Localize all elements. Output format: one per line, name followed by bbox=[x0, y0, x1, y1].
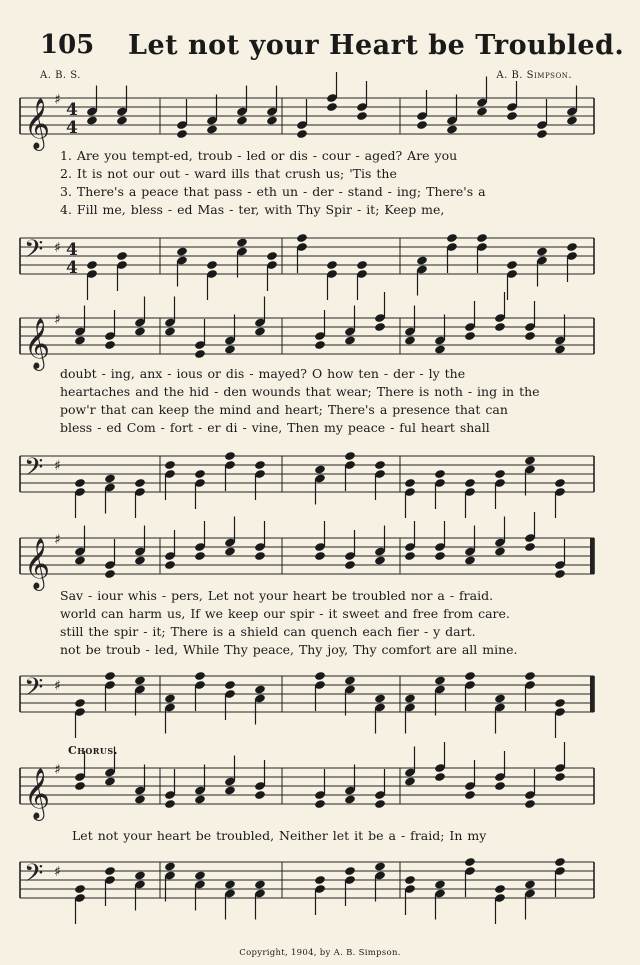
note-head bbox=[164, 560, 176, 570]
note-head bbox=[194, 551, 206, 561]
note-head bbox=[176, 129, 188, 139]
note-head bbox=[374, 693, 386, 703]
sharp-icon: ♯ bbox=[54, 864, 61, 880]
hymn-number: 105 bbox=[40, 30, 95, 60]
treble-clef-icon: 𝄞 bbox=[24, 98, 51, 149]
note-head bbox=[476, 106, 488, 116]
note-head bbox=[344, 866, 356, 876]
note-head bbox=[134, 675, 146, 685]
note-head bbox=[554, 478, 566, 488]
note-head bbox=[254, 684, 266, 694]
note-head bbox=[494, 693, 506, 703]
note-head bbox=[524, 455, 536, 465]
note-head bbox=[404, 551, 416, 561]
note-head bbox=[446, 233, 458, 243]
note-head bbox=[464, 671, 476, 681]
bass-clef-icon: 𝄢 bbox=[24, 453, 44, 488]
note-head bbox=[464, 331, 476, 341]
lyric-line: still the spir - it; There is a shield can quench each fier - y dart. bbox=[60, 624, 476, 639]
note-head bbox=[134, 326, 146, 336]
note-head bbox=[494, 884, 506, 894]
note-head bbox=[74, 555, 86, 565]
treble-clef-icon: 𝄞 bbox=[24, 768, 51, 819]
note-head bbox=[344, 560, 356, 570]
note-head bbox=[74, 781, 86, 791]
note-head bbox=[116, 251, 128, 261]
note-head bbox=[236, 237, 248, 247]
note-head bbox=[326, 260, 338, 270]
hymn-title: Let not your Heart be Troubled. bbox=[128, 30, 625, 61]
note-head bbox=[416, 255, 428, 265]
lyric-line: not be troub - led, While Thy peace, Thy joy, Thy comfort are all mine. bbox=[60, 642, 518, 657]
sharp-icon: ♯ bbox=[54, 762, 61, 778]
note-head bbox=[254, 460, 266, 470]
chorus-label: Chorus. bbox=[68, 744, 119, 757]
lyric-line: 1. Are you tempt-ed, troub - led or dis - cour - aged? Are you bbox=[60, 148, 458, 163]
note-head bbox=[134, 555, 146, 565]
note-head bbox=[554, 772, 566, 782]
note-head bbox=[374, 861, 386, 871]
treble-staff-system-4 bbox=[20, 758, 594, 819]
note-head bbox=[374, 555, 386, 565]
note-head bbox=[104, 866, 116, 876]
note-head bbox=[434, 772, 446, 782]
note-head bbox=[164, 326, 176, 336]
note-head bbox=[536, 129, 548, 139]
lyric-line: doubt - ing, anx - ious or dis - mayed? O how ten - der - ly the bbox=[60, 366, 466, 381]
lyric-line: Let not your heart be troubled, Neither let it be a - fraid; In my bbox=[72, 828, 487, 843]
lyric-line: 4. Fill me, bless - ed Mas - ter, with Thy Spir - it; Keep me, bbox=[60, 202, 445, 217]
bass-staff-system-4 bbox=[20, 852, 594, 916]
note-head bbox=[86, 115, 98, 125]
bass-clef-icon: 𝄢 bbox=[24, 235, 44, 270]
note-head bbox=[344, 675, 356, 685]
note-head bbox=[506, 111, 518, 121]
note-head bbox=[266, 115, 278, 125]
note-head bbox=[164, 799, 176, 809]
note-head bbox=[464, 555, 476, 565]
note-head bbox=[464, 857, 476, 867]
note-head bbox=[224, 680, 236, 690]
note-head bbox=[194, 671, 206, 681]
treble-clef-icon: 𝄞 bbox=[24, 318, 51, 369]
final-barline bbox=[590, 538, 594, 574]
lyric-line: heartaches and the hid - den wounds that wear; There is noth - ing in the bbox=[60, 384, 540, 399]
note-head bbox=[554, 569, 566, 579]
note-head bbox=[254, 879, 266, 889]
note-head bbox=[434, 879, 446, 889]
sharp-icon: ♯ bbox=[54, 312, 61, 328]
note-head bbox=[554, 344, 566, 354]
note-head bbox=[104, 473, 116, 483]
lyric-line: bless - ed Com - fort - er di - vine, Then my peace - ful heart shall bbox=[60, 420, 490, 435]
note-head bbox=[464, 478, 476, 488]
treble-staff-system-2 bbox=[20, 308, 594, 369]
bass-clef-icon: 𝄢 bbox=[24, 859, 44, 894]
note-head bbox=[134, 794, 146, 804]
note-head bbox=[194, 349, 206, 359]
note-head bbox=[416, 120, 428, 130]
copyright-footer: Copyright, 1904, by A. B. Simpson. bbox=[239, 948, 401, 958]
note-head bbox=[344, 451, 356, 461]
note-head bbox=[374, 799, 386, 809]
note-head bbox=[404, 776, 416, 786]
note-head bbox=[296, 233, 308, 243]
sharp-icon: ♯ bbox=[54, 532, 61, 548]
lyric-line: world can harm us, If we keep our spir - it sweet and free from care. bbox=[60, 606, 510, 621]
note-head bbox=[446, 124, 458, 134]
note-head bbox=[74, 335, 86, 345]
note-head bbox=[74, 478, 86, 488]
sharp-icon: ♯ bbox=[54, 678, 61, 694]
note-head bbox=[314, 799, 326, 809]
treble-clef-icon: 𝄞 bbox=[24, 538, 51, 589]
sharp-icon: ♯ bbox=[54, 240, 61, 256]
note-head bbox=[356, 260, 368, 270]
note-head bbox=[206, 260, 218, 270]
note-head bbox=[314, 340, 326, 350]
bass-staff-system-3 bbox=[20, 666, 594, 722]
lyric-line: 3. There's a peace that pass - eth un - der - stand - ing; There's a bbox=[60, 184, 486, 199]
bass-staff-system-1 bbox=[20, 228, 594, 284]
note-head bbox=[464, 790, 476, 800]
sharp-icon: ♯ bbox=[54, 458, 61, 474]
music-credit: A. B. Simpson. bbox=[496, 70, 572, 81]
note-head bbox=[374, 460, 386, 470]
note-head bbox=[236, 115, 248, 125]
bass-clef-icon: 𝄢 bbox=[24, 673, 44, 708]
note-head bbox=[476, 233, 488, 243]
note-head bbox=[224, 546, 236, 556]
note-head bbox=[506, 260, 518, 270]
note-head bbox=[434, 469, 446, 479]
note-head bbox=[434, 344, 446, 354]
final-barline bbox=[590, 676, 594, 712]
note-head bbox=[134, 870, 146, 880]
note-head bbox=[524, 671, 536, 681]
note-head bbox=[266, 251, 278, 261]
note-head bbox=[554, 857, 566, 867]
note-head bbox=[194, 794, 206, 804]
note-head bbox=[566, 115, 578, 125]
note-head bbox=[134, 478, 146, 488]
note-head bbox=[536, 246, 548, 256]
note-head bbox=[74, 698, 86, 708]
note-head bbox=[314, 875, 326, 885]
note-head bbox=[404, 693, 416, 703]
note-head bbox=[314, 551, 326, 561]
time-signature: 4 bbox=[66, 258, 78, 278]
note-head bbox=[326, 102, 338, 112]
note-head bbox=[224, 879, 236, 889]
bass-staff-system-2 bbox=[20, 446, 594, 502]
lyric-line: pow'r that can keep the mind and heart; There's a presence that can bbox=[60, 402, 508, 417]
note-head bbox=[104, 569, 116, 579]
note-head bbox=[524, 799, 536, 809]
words-credit: A. B. S. bbox=[40, 70, 81, 81]
note-head bbox=[494, 546, 506, 556]
note-head bbox=[524, 542, 536, 552]
treble-staff-system-3 bbox=[20, 528, 594, 589]
note-head bbox=[104, 671, 116, 681]
sharp-icon: ♯ bbox=[54, 92, 61, 108]
note-head bbox=[254, 790, 266, 800]
note-head bbox=[524, 331, 536, 341]
note-head bbox=[404, 478, 416, 488]
time-signature: 4 bbox=[66, 240, 78, 260]
note-head bbox=[176, 246, 188, 256]
treble-staff-system-1 bbox=[20, 88, 594, 149]
note-head bbox=[86, 260, 98, 270]
note-head bbox=[554, 698, 566, 708]
note-head bbox=[566, 242, 578, 252]
note-head bbox=[494, 322, 506, 332]
lyric-line: Sav - iour whis - pers, Let not your heart be troubled nor a - fraid. bbox=[60, 588, 494, 603]
note-head bbox=[224, 451, 236, 461]
note-head bbox=[194, 870, 206, 880]
note-head bbox=[404, 335, 416, 345]
note-head bbox=[74, 884, 86, 894]
note-head bbox=[164, 861, 176, 871]
note-head bbox=[116, 115, 128, 125]
time-signature: 4 bbox=[66, 100, 78, 120]
note-head bbox=[164, 460, 176, 470]
note-head bbox=[524, 879, 536, 889]
note-head bbox=[254, 551, 266, 561]
note-head bbox=[494, 469, 506, 479]
note-head bbox=[494, 781, 506, 791]
note-head bbox=[356, 111, 368, 121]
lyric-line: 2. It is not our out - ward ills that crush us; 'Tis the bbox=[60, 166, 397, 181]
note-head bbox=[164, 693, 176, 703]
note-head bbox=[194, 469, 206, 479]
note-head bbox=[224, 344, 236, 354]
note-head bbox=[104, 340, 116, 350]
note-head bbox=[254, 326, 266, 336]
note-head bbox=[404, 875, 416, 885]
note-head bbox=[206, 124, 218, 134]
time-signature: 4 bbox=[66, 118, 78, 138]
note-head bbox=[434, 675, 446, 685]
note-head bbox=[434, 551, 446, 561]
note-head bbox=[314, 671, 326, 681]
note-head bbox=[344, 335, 356, 345]
note-head bbox=[104, 776, 116, 786]
note-head bbox=[224, 785, 236, 795]
note-head bbox=[344, 794, 356, 804]
note-head bbox=[374, 322, 386, 332]
note-head bbox=[314, 464, 326, 474]
note-head bbox=[296, 129, 308, 139]
